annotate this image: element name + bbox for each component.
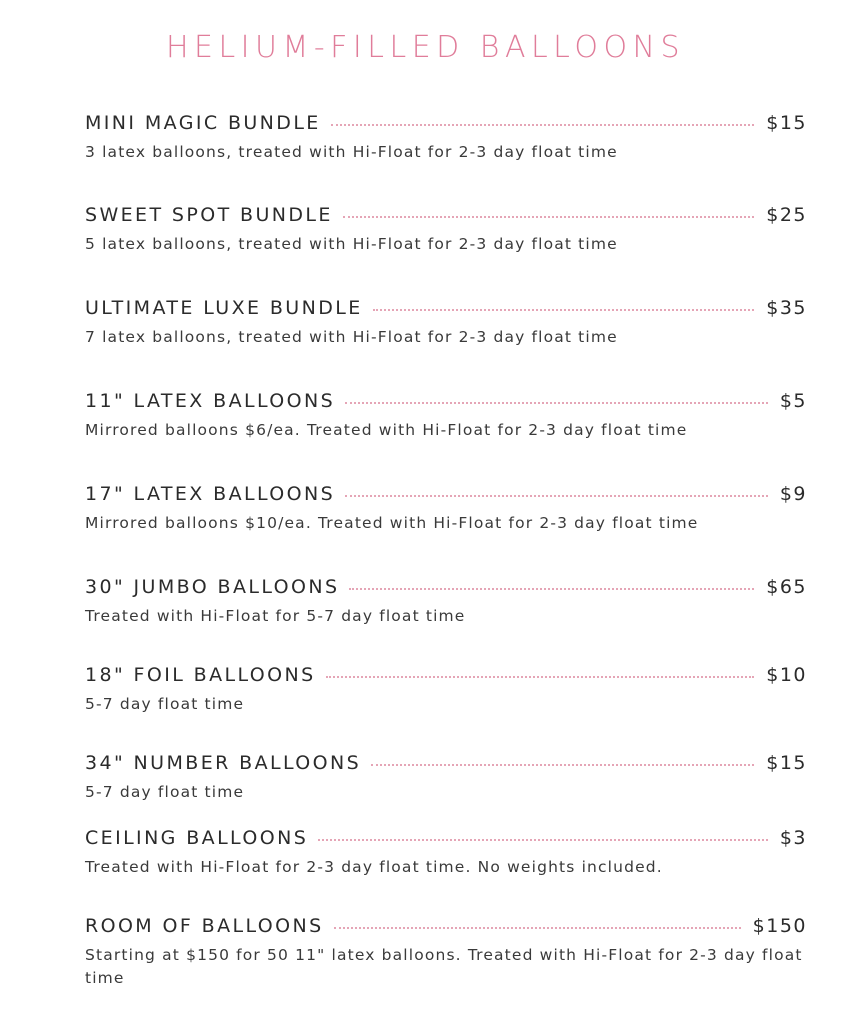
dotted-leader [334,927,741,929]
dotted-leader [318,839,768,841]
item-description: Mirrored balloons $10/ea. Treated with Hi-Float for 2-3 day float time [85,514,699,532]
item-name: MINI MAGIC BUNDLE [85,112,321,134]
item-description: 5 latex balloons, treated with Hi-Float for 2-3 day float time [85,235,618,253]
dotted-leader [345,402,768,404]
item-name: 34" NUMBER BALLOONS [85,752,362,774]
dotted-leader [331,124,755,126]
item-price: $15 [766,752,807,774]
menu-item-34-number-balloons [85,752,807,804]
item-description: 5-7 day float time [85,695,245,713]
item-name: 18" FOIL BALLOONS [85,664,316,686]
menu-item-11-latex-balloons [85,390,807,442]
dotted-leader [349,588,754,590]
item-description: Treated with Hi-Float for 2-3 day float time. No weights included. [85,858,663,876]
dotted-leader [326,676,755,678]
item-name: 11" LATEX BALLOONS [85,390,336,412]
item-name: 30" JUMBO BALLOONS [85,576,340,598]
menu-item-ultimate-luxe-bundle [85,297,807,349]
dotted-leader [345,495,768,497]
dotted-leader [373,309,755,311]
item-price: $150 [752,915,807,937]
item-description: Mirrored balloons $6/ea. Treated with Hi-Float for 2-3 day float time [85,421,688,439]
item-description: 7 latex balloons, treated with Hi-Float for 2-3 day float time [85,328,618,346]
dotted-leader [371,764,754,766]
item-name: ULTIMATE LUXE BUNDLE [85,297,363,319]
item-description: 3 latex balloons, treated with Hi-Float for 2-3 day float time [85,143,618,161]
item-name: 17" LATEX BALLOONS [85,483,336,505]
item-price: $5 [779,390,807,412]
item-price: $10 [766,664,807,686]
item-name: SWEET SPOT BUNDLE [85,204,333,226]
item-price: $35 [766,297,807,319]
page-title: HELIUM-FILLED BALLOONS [165,30,686,65]
dotted-leader [343,216,754,218]
item-name: CEILING BALLOONS [85,827,309,849]
menu-item-ceiling-balloons [85,827,807,879]
menu-item-sweet-spot-bundle [85,204,807,256]
item-description: Treated with Hi-Float for 5-7 day float time [85,607,466,625]
item-description: Starting at $150 for 50 11" latex balloons. Treated with Hi-Float for 2-3 day float time [85,946,803,987]
item-price: $9 [779,483,807,505]
item-price: $65 [766,576,807,598]
item-price: $3 [779,827,807,849]
menu-item-17-latex-balloons [85,483,807,535]
item-name: ROOM OF BALLOONS [85,915,324,937]
item-description: 5-7 day float time [85,783,245,801]
menu-item-mini-magic-bundle [85,112,807,164]
item-price: $15 [766,112,807,134]
menu-item-30-jumbo-balloons [85,576,807,628]
menu-item-room-of-balloons [85,915,807,990]
item-price: $25 [766,204,807,226]
menu-item-18-foil-balloons [85,664,807,716]
